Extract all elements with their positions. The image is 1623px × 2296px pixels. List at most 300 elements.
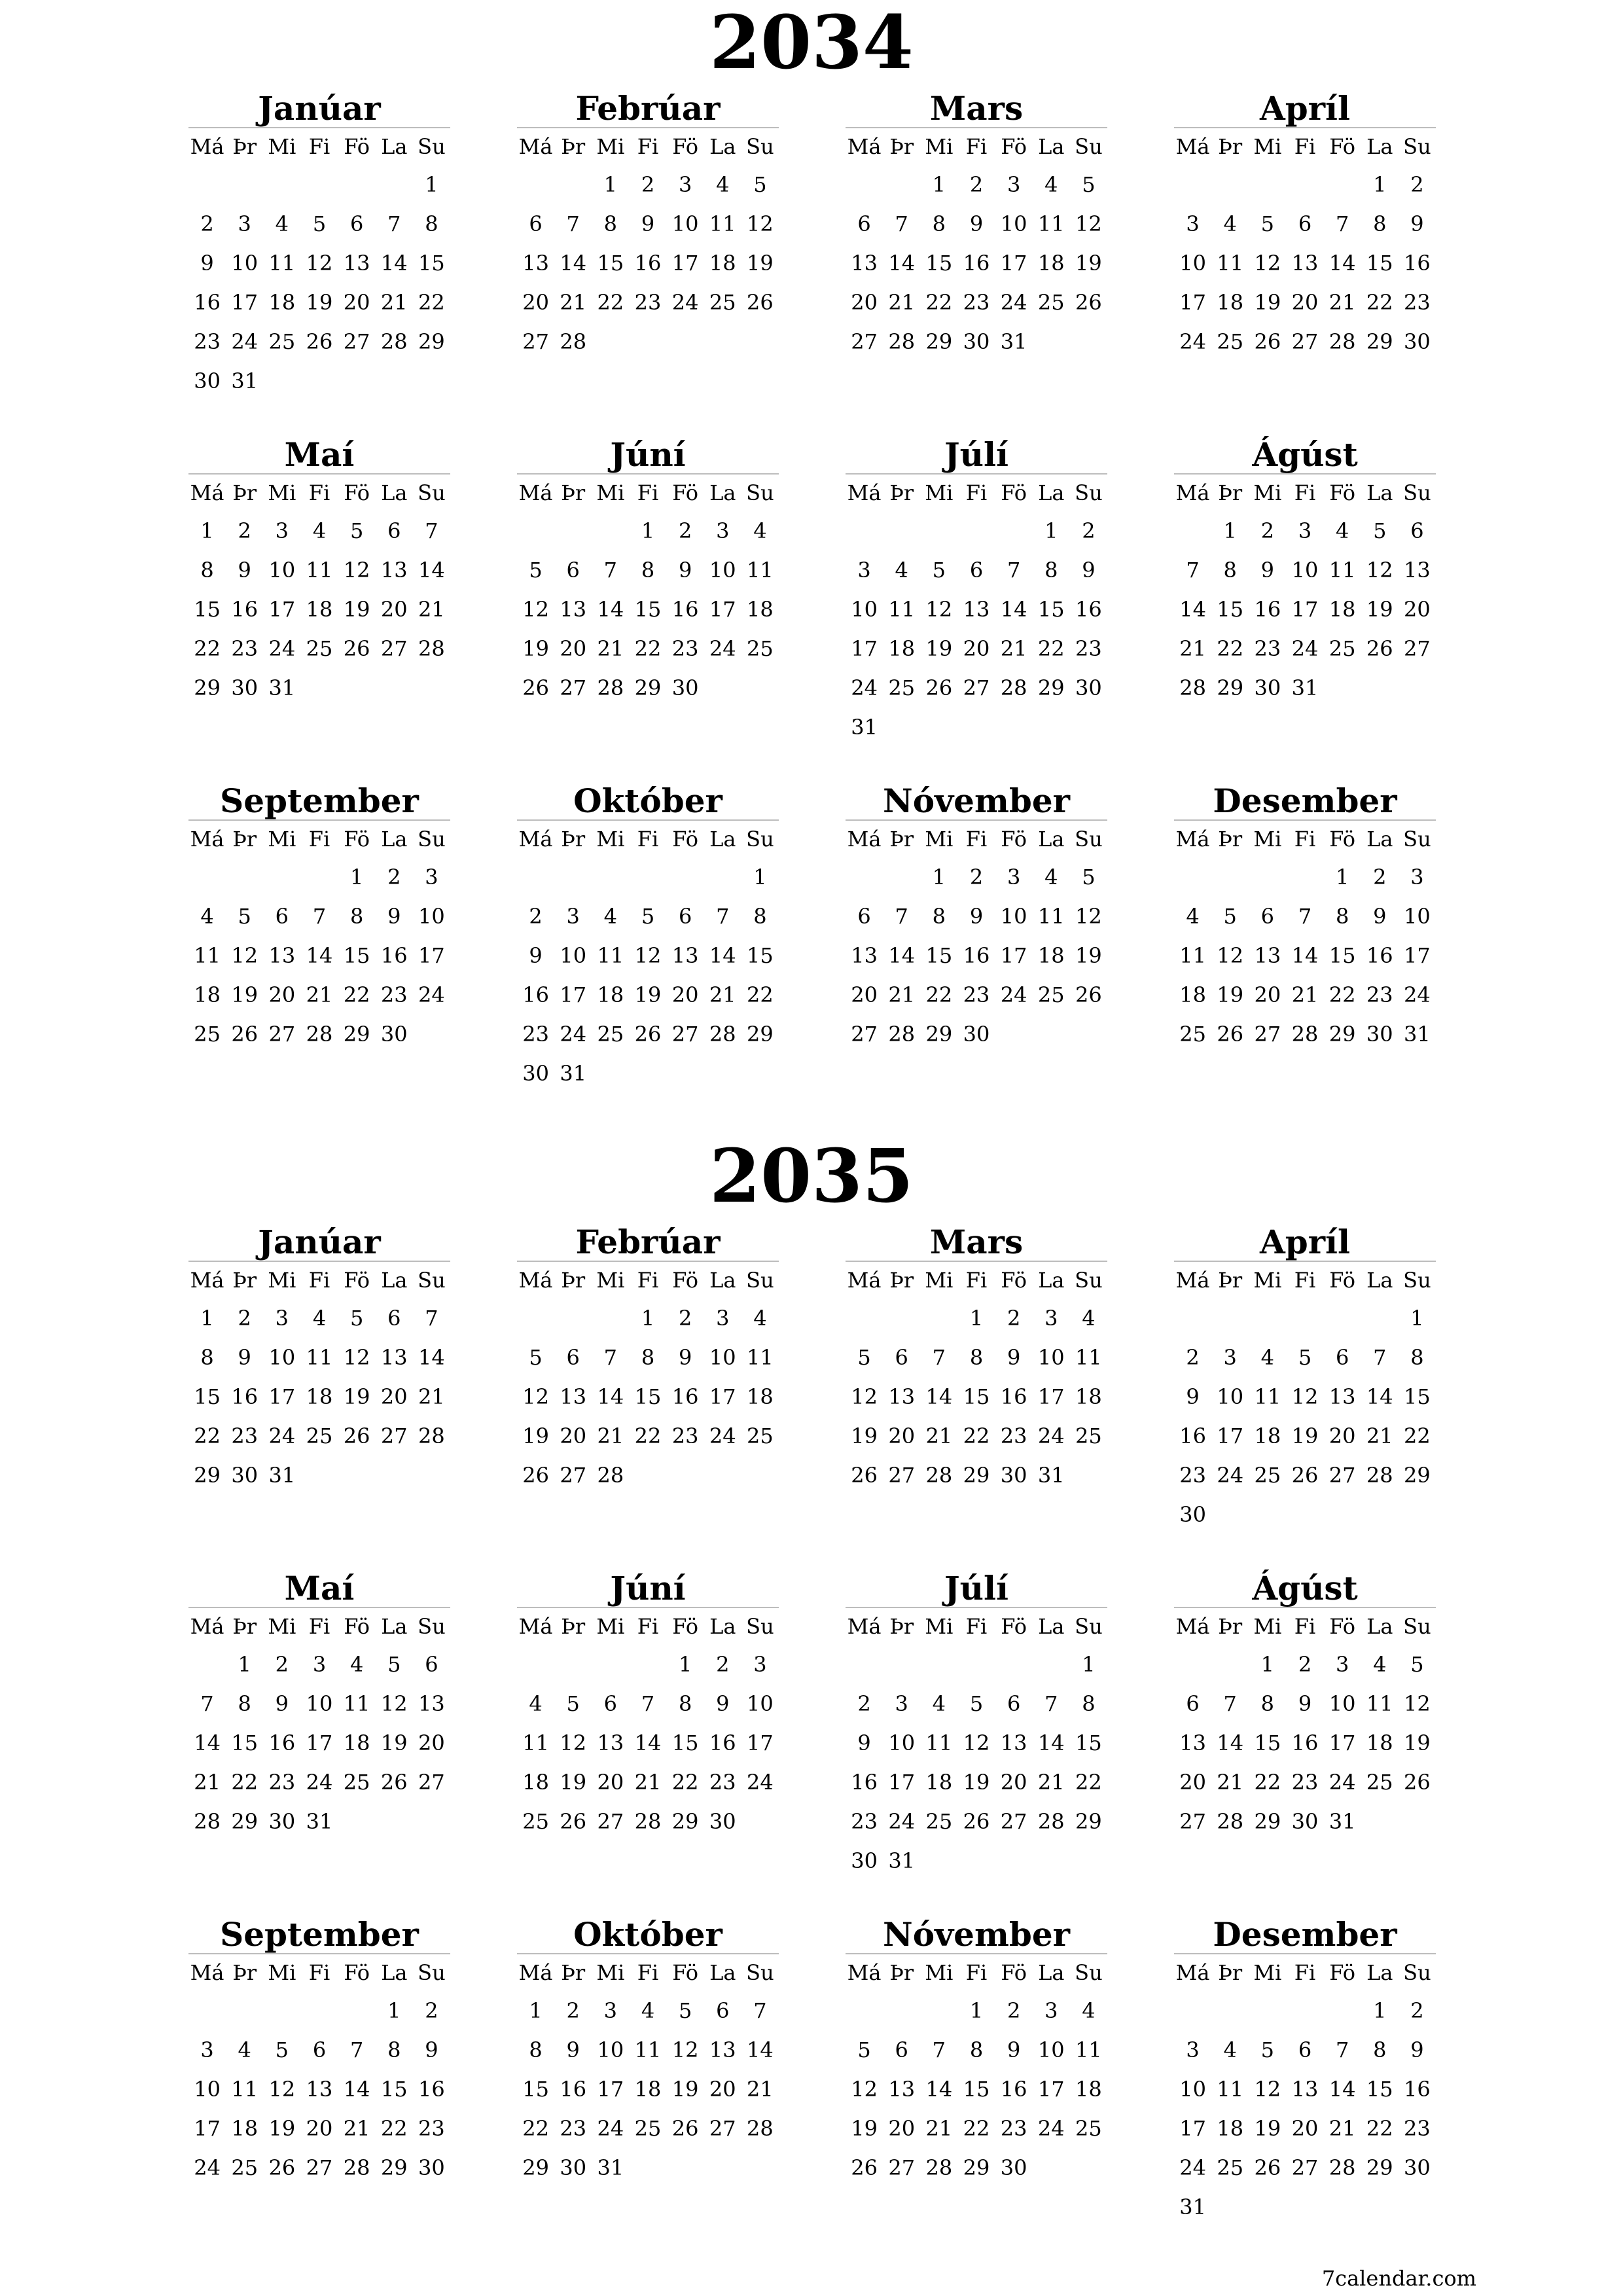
week-row [846,2109,1107,2148]
day-cell [1211,1299,1249,1338]
day-cell: 16 [194,290,221,315]
day-cell: 7 [1186,558,1200,583]
day-cell: 5 [238,904,251,929]
day-cell: 22 [1366,290,1393,315]
day-cell: 4 [529,1691,543,1716]
weekday-label: Fi [637,134,659,159]
day-cell: 29 [418,329,445,354]
day-cell: 9 [1186,1384,1200,1409]
day-cell: 1 [1223,518,1237,543]
day-cell [592,322,629,361]
day-cell: 30 [709,1809,736,1834]
weekday-label: Fö [344,827,370,852]
day-cell: 12 [1404,1691,1431,1716]
weekday-label: Su [1403,134,1431,159]
day-cell: 8 [200,1345,214,1370]
weekday-label: Þr [561,480,586,505]
day-cell [1399,1802,1436,1841]
day-cell: 15 [1366,251,1393,276]
day-cell: 15 [1404,1384,1431,1409]
day-cell: 3 [200,2037,214,2062]
day-cell: 6 [529,211,543,236]
day-cell: 3 [1044,1998,1058,2023]
month-calendar [517,437,779,783]
day-cell: 9 [1007,2037,1021,2062]
day-cell: 6 [387,518,401,543]
day-cell: 29 [1366,329,1393,354]
day-cell [1174,857,1211,897]
weekday-label: Þr [561,827,586,852]
day-cell: 4 [641,1998,655,2023]
day-cell [957,511,995,550]
day-cell: 11 [268,251,296,276]
weekday-label: Mi [268,827,296,852]
day-cell: 16 [671,597,699,622]
day-cell: 11 [747,1345,774,1370]
weekday-label: Su [418,827,446,852]
day-cell: 16 [560,2077,587,2102]
weekday-label: La [709,827,736,852]
week-row [1174,1377,1436,1416]
weekday-label: La [381,480,408,505]
day-cell: 10 [1037,2037,1065,2062]
weekday-label: Þr [1218,1960,1243,1985]
day-cell: 4 [1260,1345,1275,1370]
day-cell: 15 [634,597,662,622]
day-cell: 18 [522,1770,549,1795]
day-cell [1286,1991,1323,2030]
day-cell: 5 [1082,172,1096,197]
day-cell [1286,1495,1323,1534]
day-cell: 24 [1404,982,1431,1007]
week-row [517,322,779,361]
weekday-label: La [1038,1614,1065,1639]
day-cell: 15 [231,1731,259,1755]
week-row [1174,283,1436,322]
day-cell: 18 [268,290,296,315]
day-cell: 24 [194,2155,221,2180]
day-cell [883,1299,920,1338]
day-cell [554,1645,592,1684]
weekday-label: Mi [1253,1960,1282,1985]
day-cell: 8 [1082,1691,1096,1716]
day-cell: 6 [387,1306,401,1331]
day-cell: 9 [678,1345,692,1370]
day-cell: 10 [194,2077,221,2102]
day-cell: 24 [1037,1424,1065,1448]
day-cell: 21 [560,290,587,315]
weekday-label: La [1366,1614,1393,1639]
day-cell [704,1456,741,1495]
week-row [846,2148,1107,2187]
day-cell: 6 [678,904,692,929]
week-row [517,857,779,897]
day-cell: 9 [566,2037,580,2062]
day-cell: 14 [560,251,587,276]
day-cell: 30 [194,368,221,393]
day-cell: 20 [709,2077,736,2102]
weekday-label: Fi [308,1960,330,1985]
day-cell: 6 [1186,1691,1200,1716]
weekday-label: La [381,1268,408,1293]
day-cell: 11 [1329,558,1356,583]
day-cell: 13 [560,1384,587,1409]
day-cell: 11 [522,1731,549,1755]
day-cell: 16 [418,2077,445,2102]
day-cell: 20 [1291,290,1319,315]
day-cell [629,1054,666,1093]
day-cell [376,361,413,401]
day-cell: 23 [671,636,699,661]
day-cell: 17 [418,943,445,968]
month-name: Desember [1174,783,1436,821]
day-cell: 17 [268,1384,296,1409]
day-cell: 30 [1366,1022,1393,1047]
day-cell: 13 [1329,1384,1356,1409]
day-cell: 12 [1075,904,1102,929]
day-cell: 16 [1254,597,1281,622]
day-cell: 28 [1217,1809,1244,1834]
day-cell: 5 [1260,2037,1275,2062]
day-cell: 29 [963,1463,990,1488]
day-cell: 1 [1410,1306,1424,1331]
month-calendar [846,1570,1107,1916]
week-row [846,1991,1107,2030]
day-cell: 26 [925,675,953,700]
day-cell: 27 [671,1022,699,1047]
week-row [188,590,450,629]
day-cell [226,857,263,897]
day-cell: 30 [1075,675,1102,700]
day-cell: 24 [1217,1463,1244,1488]
month-name: Október [517,783,779,821]
day-cell: 5 [1223,904,1237,929]
weekday-header [846,1954,1107,1991]
day-cell: 12 [306,251,333,276]
weekday-label: La [1038,134,1065,159]
day-cell: 29 [194,675,221,700]
weekday-label: Má [847,1614,882,1639]
week-row [1174,550,1436,590]
weekday-label: Má [518,480,553,505]
month-calendar [188,1916,450,2263]
day-cell: 12 [231,943,259,968]
week-row [517,668,779,708]
day-cell: 14 [709,943,736,968]
day-cell: 17 [1217,1424,1244,1448]
day-cell: 24 [709,1424,736,1448]
day-cell [1324,1299,1361,1338]
week-row [1174,204,1436,243]
weekday-label: Fö [1329,1614,1355,1639]
day-cell: 17 [1291,597,1319,622]
day-cell: 2 [1186,1345,1200,1370]
weekday-label: La [709,134,736,159]
day-cell: 30 [1000,1463,1027,1488]
day-cell: 4 [1082,1998,1096,2023]
weekday-label: Má [847,827,882,852]
weekday-label: La [1038,1960,1065,1985]
week-row [846,936,1107,975]
day-cell: 22 [597,290,624,315]
day-cell [629,322,666,361]
day-cell [1070,708,1107,747]
week-row [1174,2148,1436,2187]
day-cell: 25 [925,1809,953,1834]
day-cell: 27 [709,2116,736,2141]
day-cell: 15 [343,943,370,968]
day-cell: 16 [1366,943,1393,968]
day-cell [883,857,920,897]
week-row [1174,2109,1436,2148]
day-cell: 4 [1082,1306,1096,1331]
day-cell: 14 [888,251,916,276]
weekday-label: Fi [308,1268,330,1293]
day-cell [1361,1802,1399,1841]
day-cell: 25 [194,1022,221,1047]
day-cell: 24 [597,2116,624,2141]
day-cell: 17 [888,1770,916,1795]
day-cell [338,1802,376,1841]
day-cell: 23 [1075,636,1102,661]
month-calendar [1174,1224,1436,1570]
week-row [846,1299,1107,1338]
day-cell: 28 [634,1809,662,1834]
day-cell: 16 [1404,2077,1431,2102]
day-cell: 26 [522,675,549,700]
month-name: Febrúar [517,90,779,128]
day-cell: 5 [529,1345,543,1370]
day-cell: 9 [275,1691,289,1716]
day-cell: 8 [1223,558,1237,583]
day-cell: 1 [1260,1652,1275,1677]
weekday-label: Þr [1218,1614,1243,1639]
weekday-label: La [709,480,736,505]
weekday-label: Fö [672,1268,698,1293]
month-name: Nóvember [846,783,1107,821]
week-row [846,1723,1107,1763]
day-cell: 29 [963,2155,990,2180]
day-cell: 28 [709,1022,736,1047]
day-cell: 27 [306,2155,333,2180]
day-cell: 29 [671,1809,699,1834]
day-cell: 11 [634,2037,662,2062]
day-cell: 28 [1329,329,1356,354]
day-cell: 25 [1075,1424,1102,1448]
day-cell: 10 [1179,251,1206,276]
day-cell: 2 [387,865,401,889]
day-cell: 18 [1366,1731,1393,1755]
week-row [1174,1802,1436,1841]
day-cell: 19 [1291,1424,1319,1448]
day-cell: 29 [925,1022,953,1047]
day-cell: 13 [888,1384,916,1409]
day-cell: 20 [888,1424,916,1448]
day-cell: 18 [1075,2077,1102,2102]
day-cell: 6 [857,904,871,929]
weekday-label: Má [1175,1614,1210,1639]
day-cell [554,165,592,204]
weekday-label: Má [518,1960,553,1985]
day-cell: 17 [671,251,699,276]
day-cell: 13 [851,251,878,276]
day-cell: 11 [1075,2037,1102,2062]
day-cell: 26 [231,1022,259,1047]
day-cell: 7 [895,211,908,236]
weekday-label: Fi [965,134,988,159]
day-cell: 26 [343,1424,370,1448]
weekday-label: Má [190,134,224,159]
day-cell [1361,668,1399,708]
day-cell [667,322,704,361]
day-cell: 13 [851,943,878,968]
weekday-header [517,475,779,511]
day-cell: 19 [851,1424,878,1448]
day-cell: 16 [1000,2077,1027,2102]
day-cell: 8 [1373,211,1387,236]
day-cell: 22 [747,982,774,1007]
day-cell: 2 [1082,518,1096,543]
day-cell: 11 [888,597,916,622]
day-cell: 16 [231,597,259,622]
week-row [188,1299,450,1338]
day-cell [1174,1299,1211,1338]
day-cell: 1 [969,1306,984,1331]
week-row [1174,1338,1436,1377]
day-cell: 24 [1291,636,1319,661]
weekday-label: Su [418,1960,446,1985]
day-cell: 26 [634,1022,662,1047]
weekday-header [517,821,779,857]
day-cell: 10 [888,1731,916,1755]
week-row [188,511,450,550]
day-cell: 2 [969,865,984,889]
day-cell [741,1456,779,1495]
day-cell: 29 [231,1809,259,1834]
day-cell: 19 [747,251,774,276]
day-cell: 27 [418,1770,445,1795]
weekday-header [1174,1608,1436,1645]
day-cell [413,1014,450,1054]
day-cell: 6 [716,1998,730,2023]
weekday-label: Fi [308,480,330,505]
day-cell: 6 [895,2037,908,2062]
day-cell: 26 [963,1809,990,1834]
day-cell: 15 [1366,2077,1393,2102]
day-cell: 3 [716,518,730,543]
day-cell [1361,2187,1399,2227]
day-cell: 23 [231,636,259,661]
week-row [846,1014,1107,1054]
day-cell [592,857,629,897]
month-calendar [1174,437,1436,783]
day-cell: 5 [529,558,543,583]
day-cell: 28 [888,1022,916,1047]
weekday-label: Mi [596,1268,625,1293]
day-cell: 24 [231,329,259,354]
day-cell: 7 [1007,558,1021,583]
day-cell: 11 [1217,2077,1244,2102]
weekday-label: Má [190,1268,224,1293]
day-cell: 6 [857,211,871,236]
day-cell: 3 [1186,211,1200,236]
day-cell: 17 [1329,1731,1356,1755]
day-cell: 22 [963,2116,990,2141]
day-cell: 29 [194,1463,221,1488]
month-name: Janúar [188,1224,450,1262]
month-name: Mars [846,1224,1107,1262]
weekday-label: Su [1403,827,1431,852]
day-cell: 22 [1404,1424,1431,1448]
year-title-2034: 2034 [709,0,914,86]
month-name: Júní [517,1570,779,1608]
week-row [1174,1763,1436,1802]
weekday-label: Þr [1218,827,1243,852]
day-cell: 19 [522,1424,549,1448]
weekday-label: Má [1175,480,1210,505]
day-cell: 25 [1366,1770,1393,1795]
day-cell: 31 [1404,1022,1431,1047]
day-cell [300,857,338,897]
day-cell: 27 [1179,1809,1206,1834]
day-cell: 18 [1037,943,1065,968]
month-name: Apríl [1174,90,1436,128]
day-cell: 29 [380,2155,408,2180]
day-cell [376,668,413,708]
day-cell: 15 [1254,1731,1281,1755]
day-cell: 6 [312,2037,327,2062]
weekday-label: Fö [1001,1960,1027,1985]
weekday-label: Mi [1253,480,1282,505]
day-cell [1070,2148,1107,2187]
day-cell: 1 [1082,1652,1096,1677]
weekday-label: Fö [1001,1614,1027,1639]
day-cell [1033,1645,1070,1684]
day-cell: 26 [1254,329,1281,354]
day-cell: 3 [857,558,871,583]
week-row [188,2109,450,2148]
day-cell: 6 [1298,2037,1312,2062]
day-cell: 19 [560,1770,587,1795]
day-cell: 15 [1217,597,1244,622]
day-cell: 5 [275,2037,289,2062]
day-cell: 13 [1254,943,1281,968]
day-cell: 14 [747,2037,774,2062]
day-cell: 13 [1291,2077,1319,2102]
day-cell [188,1645,226,1684]
day-cell [920,1841,957,1880]
day-cell: 22 [634,636,662,661]
day-cell: 1 [932,172,946,197]
day-cell [1286,2187,1323,2227]
week-row [188,1645,450,1684]
day-cell: 18 [747,597,774,622]
week-row [846,1802,1107,1841]
day-cell: 20 [268,982,296,1007]
week-row [188,857,450,897]
week-row [846,857,1107,897]
day-cell [1033,322,1070,361]
day-cell: 10 [1037,1345,1065,1370]
week-row [517,1377,779,1416]
day-cell: 25 [709,290,736,315]
week-row [517,1054,779,1093]
day-cell: 16 [851,1770,878,1795]
weekday-label: Þr [232,480,257,505]
day-cell: 4 [1335,518,1349,543]
weekday-label: Mi [268,134,296,159]
day-cell: 14 [925,2077,953,2102]
